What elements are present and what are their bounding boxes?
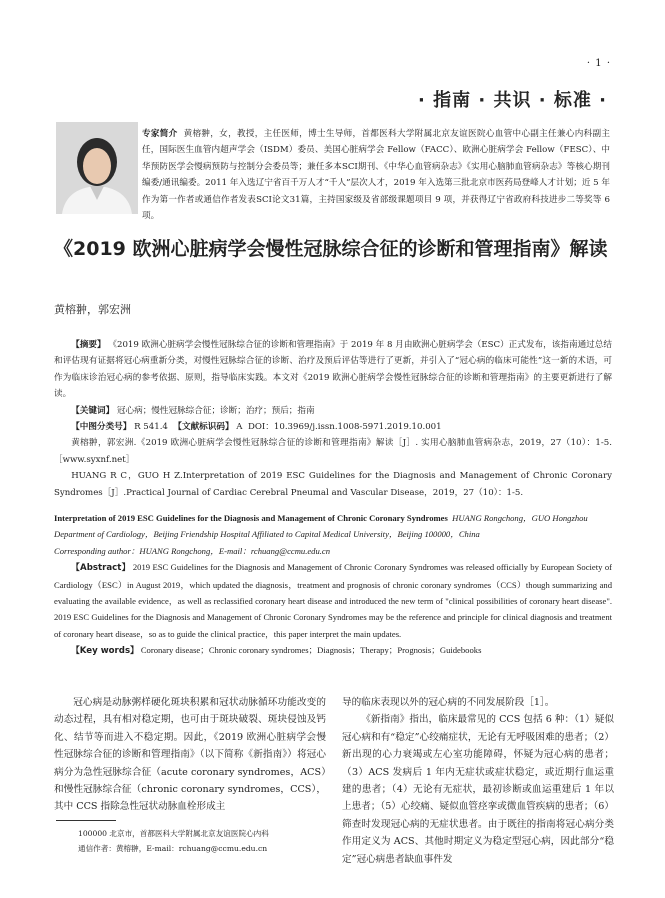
doi: DOI：10.3969/j.issn.1008-5971.2019.10.001: [247, 422, 442, 433]
bio-label: 专家简介: [142, 129, 178, 139]
english-corresponding: Corresponding author：HUANG Rongchong，E-mail：rchuang@ccmu.edu.cn: [54, 545, 331, 556]
body-column-left: [54, 694, 326, 816]
abstract-en-label: 【Abstract】: [71, 563, 131, 574]
clc-value: R 541.4: [134, 422, 168, 433]
chinese-abstract-block: [54, 337, 612, 501]
footnote-affiliation: 100000 北京市，首都医科大学附属北京友谊医院心内科: [78, 829, 269, 838]
keywords-cn: 冠心病；慢性冠脉综合征；诊断；治疗；预后；指南: [116, 405, 315, 416]
body-paragraph: 《新指南》指出，临床最常见的 CCS 包括 6 种：（1）疑似冠心病和有“稳定”心绞痛症状，无论有无呼吸困难的患者；（2）新出现的心力衰竭或左心室功能障碍，怀疑为冠心病的患者；（3）ACS 发病后 1 年内无症状或症状稳定，或近期行血运重建的患者；（4）无论有无症状，最初诊断或血运重建后 1 年以上患者；（5）心绞痛、疑似血管痉挛或微血管疾病的患者；（6）筛查时发现冠心病的无症状患者。由于既往的指南将冠心病分类作用定义为 ACS、其他时期定义为稳定型冠心病，因此部分“稳定”冠心病患者缺血事件发: [342, 714, 614, 865]
footnote-corresponding: 通信作者：黄榕翀，E-mail：rchuang@ccmu.edu.cn: [78, 844, 268, 853]
doc-code-label: 【文献标识码】: [173, 422, 234, 433]
doc-code-value: A: [236, 422, 243, 433]
author-bio: [142, 126, 610, 224]
section-header: · 指南 · 共识 · 标准 ·: [418, 90, 607, 111]
keywords-en: Coronary disease；Chronic coronary syndromes；Diagnosis；Therapy；Prognosis；Guidebooks: [140, 645, 482, 656]
body-paragraph: 导的临床表现以外的冠心病的不同发展阶段［1］。: [342, 697, 555, 708]
english-affiliation: Department of Cardiology，Beijing Friendship Hospital Affiliated to Capital Medical University，Beijing 100000，China: [54, 529, 480, 540]
author-photo: [56, 122, 138, 214]
bio-text: 黄榕翀，女，教授，主任医师，博士生导师，首都医科大学附属北京友谊医院心血管中心副主任兼心内科副主任，国际医生血管内超声学会（ISDM）委员、美国心脏病学会 Fellow（FACC）、欧洲心脏病学会 Fellow（FESC）、中华预防医学会慢病预防与控制分会委员等；兼任多本SCI期刊、《中华心血管病杂志》《实用心脑肺血管病杂志》等核心期刊编委/通讯编委。2011 年入选辽宁省百千万人才“千人”层次人才，2019 年入选第三批北京市医药局登峰人才计划；近 5 年作为第一作者或通信作者发表SCI论文31篇，主持国家级及省部级课题项目 9 项，并获得辽宁省政府科技进步二等奖等 6 项。: [142, 129, 610, 222]
body-paragraph: 冠心病是动脉粥样硬化斑块积累和冠状动脉循环功能改变的动态过程，具有相对稳定期，也可由于斑块破裂、斑块侵蚀及钙化、结节等而进入不稳定期。因此，《2019 欧洲心脏病学会慢性冠脉综合征的诊断和管理指南》（以下简称《新指南》）将冠心病分为急性冠脉综合征（acute coronary syndromes，ACS）和慢性冠脉综合征（chronic coronary syndromes，CCS），其中 CCS 指除急性冠状动脉血栓形成主: [54, 697, 326, 813]
abstract-en: 2019 ESC Guidelines for the Diagnosis and Management of Chronic Coronary Syndromes was released officially by European Society of Cardiology（ESC）in August 2019，which updated the diagnosis，treatment and prognosis of chronic coronary syndromes（CCS）though summarizing and evaluating the available evidence，as well as reclassified coronary heart disease and introduced the new term of "clinical possibilities of coronary heart disease". 2019 ESC Guidelines for the Diagnosis and Management of Chronic Coronary Syndromes may be the reference and principle for clinical diagnosis and treatment of coronary heart disease，so as to guide the clinical practice，this paper interpret the main updates.: [54, 562, 612, 639]
article-title: 《2019 欧洲心脏病学会慢性冠脉综合征的诊断和管理指南》解读: [54, 238, 608, 260]
keywords-cn-label: 【关键词】: [71, 405, 115, 416]
english-authors: HUANG Rongchong，GUO Hongzhou: [452, 513, 588, 523]
footnote-divider: [56, 820, 116, 821]
english-title: Interpretation of 2019 ESC Guidelines for the Diagnosis and Management of Chronic Coronary Syndromes: [54, 513, 448, 523]
page-number: · 1 ·: [586, 58, 611, 69]
footnote: [78, 826, 338, 856]
body-column-right: [342, 694, 614, 868]
english-abstract-block: [54, 510, 612, 660]
citation-en: HUANG R C，GUO H Z.Interpretation of 2019 ESC Guidelines for the Diagnosis and Management of Chronic Coronary Syndromes［J］.Practical Journal of Cardiac Cerebral Pneumal and Vascular Disease，2019，27（10）：1-5.: [54, 471, 612, 498]
abstract-cn-label: 【摘要】: [71, 340, 106, 350]
article-authors: 黄榕翀，郭宏洲: [54, 303, 131, 316]
citation-cn: 黄榕翀，郭宏洲.《2019 欧洲心脏病学会慢性冠脉综合征的诊断和管理指南》解读［J］. 实用心脑肺血管病杂志，2019，27（10）：1-5.［www.syxnf.net］: [54, 438, 612, 465]
clc-label: 【中图分类号】: [71, 422, 132, 433]
keywords-en-label: 【Key words】: [71, 646, 139, 657]
abstract-cn: 《2019 欧洲心脏病学会慢性冠脉综合征的诊断和管理指南》于 2019 年 8 月由欧洲心脏病学会（ESC）正式发布，该指南通过总结和评估现有证据将冠心病重新分类，对慢性冠脉综合征的诊断、治疗及预后评估等进行了更新，并引入了“冠心病的临床可能性”这一新的术语，可作为临床诊治冠心病的参考依据、原则，指导临床实践。本文对《2019 欧洲心脏病学会慢性冠脉综合征的诊断和管理指南》的主要更新进行了解读。: [54, 340, 612, 400]
